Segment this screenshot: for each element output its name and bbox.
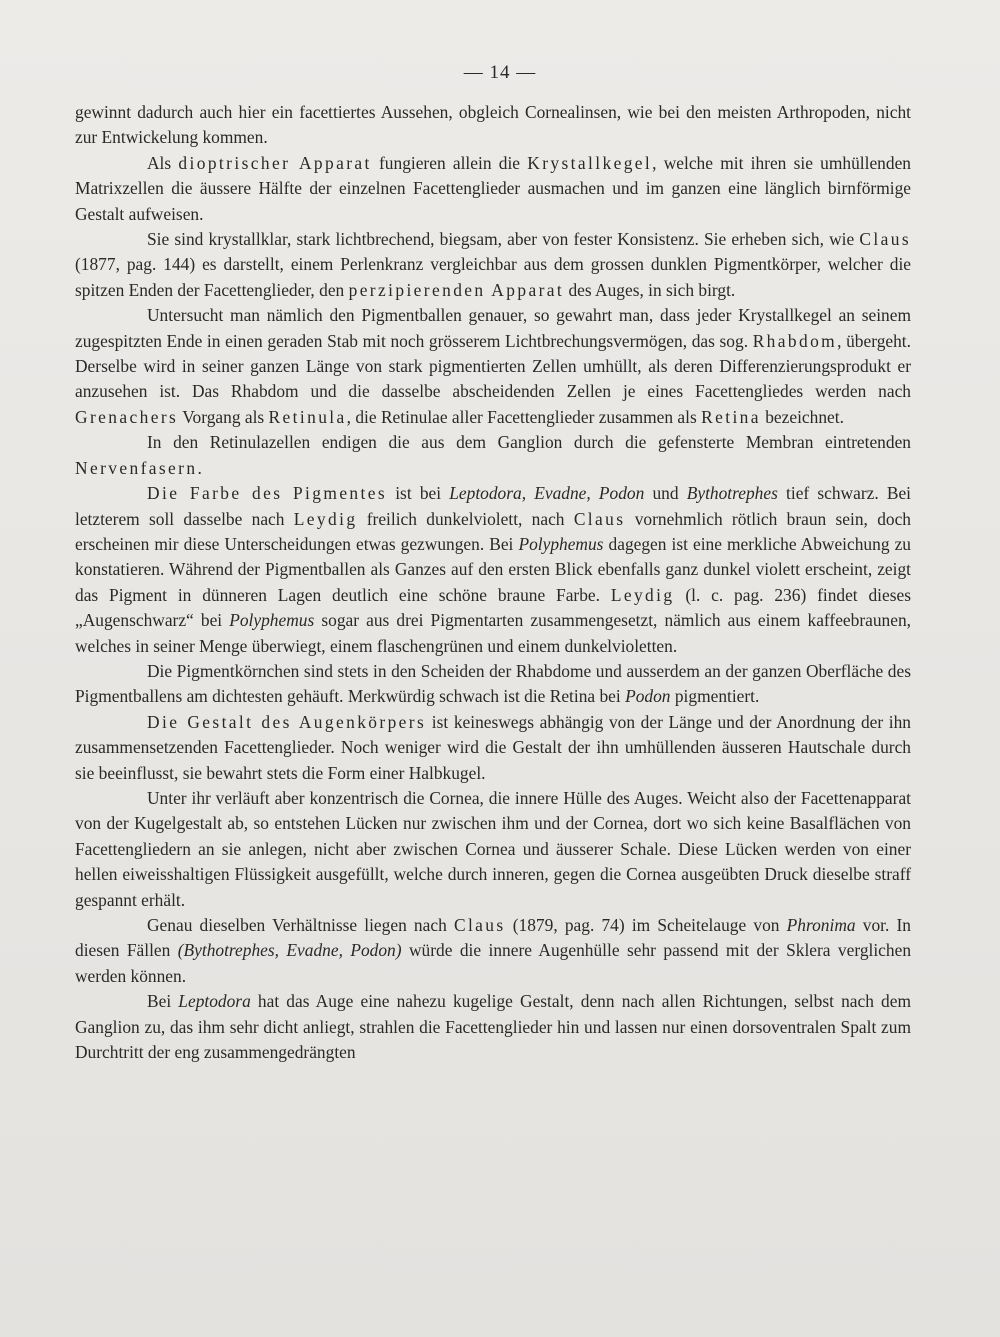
text-run: vor. In diesen Fällen <box>75 915 911 961</box>
text-run: ist bei <box>387 483 450 504</box>
italic-term: Leptodora <box>178 991 251 1012</box>
spaced-term: Claus <box>859 229 911 250</box>
spaced-term: Krystallkegel <box>527 152 653 173</box>
text-run: , welche mit ihren sie umhüllenden Matrixzellen die äussere Hälfte der einzelnen Facettenglieder ausmachen und im ganzen eine länglich birnförmige Gestalt aufweisen. <box>75 152 911 224</box>
spaced-term: Retinula <box>268 406 347 427</box>
text-run: . <box>197 457 202 478</box>
text-run: freilich dunkelviolett, nach <box>357 508 574 529</box>
text-run: und <box>644 483 687 504</box>
text-run: Vorgang als <box>178 406 269 427</box>
spaced-term: Claus <box>573 508 626 529</box>
body-text <box>75 100 911 1065</box>
text-run: Untersucht man nämlich den Pigmentballen genauer, so gewahrt man, dass jeder Krystallkegel an seinem zugespitzten Ende in einen geraden Stab mit noch grösserem Lichtbrechungsvermögen, das sog. <box>75 305 911 351</box>
text-run: gewinnt dadurch auch hier ein facettiertes Aussehen, obgleich Cornealinsen, wie bei den meisten Arthropoden, nicht zur Entwickelung kommen. <box>75 102 911 148</box>
italic-term: Polyphemus <box>518 533 604 554</box>
italic-term: Phronima <box>786 915 856 935</box>
text-run: Unter ihr verläuft aber konzentrisch die Cornea, die innere Hülle des Auges. Weicht also der Facettenapparat von der Kugelgestalt ab, so entstehen Lücken nur zwischen ihm und der Cornea, dort wo sich keine Basalflächen von Facettengliedern an sie anlegen, nicht aber zwischen Cornea und äusserer Schale. Diese Lücken werden von einer hellen eiweisshaltigen Flüssigkeit ausgefüllt, welche durch inneren, gegen die Cornea ausgeübten Druck dieselbe straff gespannt erhält. <box>75 787 911 910</box>
text-run: (1877, pag. 144) es darstellt, einem Perlenkranz vergleichbar aus dem grossen dunklen Pigmentkörper, welcher die spitzen Enden der Facettenglieder, den <box>75 254 911 300</box>
text-run: bezeichnet. <box>760 406 844 427</box>
text-run: des Auges, in sich birgt. <box>564 279 736 300</box>
paragraph <box>75 913 911 989</box>
spaced-term: dioptrischer Apparat <box>178 152 372 173</box>
paragraph <box>75 989 911 1065</box>
spaced-term: Retina <box>701 406 761 427</box>
text-run: , übergeht. Derselbe wird in seiner ganzen Länge von stark pigmentierten Zellen umhüllt, als deren Differenzierungsprodukt er anzusehen ist. Das Rhabdom und die dasselbe abscheidenden Zellen je eines Facettengliedes werden nach <box>75 330 911 402</box>
paragraph <box>75 659 911 710</box>
text-run: In den Retinulazellen endigen die aus dem Ganglion durch die gefensterte Membran eintretenden <box>147 432 911 453</box>
paragraph <box>75 786 911 913</box>
spaced-term: Grenachers <box>75 406 179 427</box>
text-run: , die Retinulae aller Facettenglieder zusammen als <box>346 406 702 427</box>
text-run: Genau dieselben Verhältnisse liegen nach <box>147 915 454 935</box>
italic-term: (Bythotrephes, Evadne, Podon) <box>177 940 402 961</box>
paragraph <box>75 100 911 151</box>
text-run: ist keineswegs abhängig von der Länge und der Anordnung der ihn zusammensetzenden Facettenglieder. Noch weniger wird die Gestalt der ihn umhüllenden äusseren Hautschale durch sie beeinflusst, sie bewahrt stets die Form einer Halbkugel. <box>75 711 911 783</box>
italic-term: Bythotrephes <box>686 483 778 504</box>
text-run: Sie sind krystallklar, stark lichtbrechend, biegsam, aber von fester Konsistenz. Sie erheben sich, wie <box>147 229 860 250</box>
paragraph <box>75 430 911 481</box>
text-run: würde die innere Augenhülle sehr passend mit der Sklera verglichen werden können. <box>75 940 912 986</box>
text-run: hat das Auge eine nahezu kugelige Gestalt, denn nach allen Richtungen, selbst nach dem Ganglion zu, das ihm sehr dicht anliegt, strahlen die Facettenglieder hin und lassen nur einen dorsoventralen Spalt zum Durchtritt der eng zusammengedrängten <box>75 991 911 1063</box>
paragraph <box>75 151 911 227</box>
spaced-term: Leydig <box>293 508 358 529</box>
text-run: sogar aus drei Pigmentarten zusammengesetzt, nämlich aus einem kaffeebraunen, welches in seiner Menge überwiegt, einem flaschengrünen und einem dunkelvioletten. <box>75 610 911 656</box>
text-run: (1879, pag. 74) im Scheitelauge von <box>505 915 787 935</box>
paragraph <box>75 303 911 430</box>
text-run: pigmentiert. <box>670 686 760 707</box>
text-run: vornehmlich rötlich braun sein, doch erscheinen mir diese Unterscheidungen etwas gezwungen. Bei <box>75 508 912 554</box>
italic-term: Leptodora, Evadne, Podon <box>449 483 645 504</box>
text-run: Bei <box>147 991 179 1012</box>
page-number: — 14 — <box>463 62 537 83</box>
text-run: tief schwarz. Bei letzterem soll dasselbe nach <box>75 483 912 529</box>
italic-term: Polyphemus <box>229 610 315 631</box>
text-run: dagegen ist eine merkliche Abweichung zu konstatieren. Während der Pigmentballen als Ganzes auf den ersten Blick ebenfalls ganz dunkel violett erscheint, zeigt das Pigment in dünneren Lagen deutlich eine schöne braune Farbe. <box>75 533 911 605</box>
spaced-term: perzipierenden Apparat <box>348 279 565 300</box>
text-run: Die Pigmentkörnchen sind stets in den Scheiden der Rhabdome und ausserdem an der ganzen Oberfläche des Pigmentballens am dichtesten gehäuft. Merkwürdig schwach ist die Retina bei <box>75 660 911 707</box>
text-run: (l. c. pag. 236) findet dieses „Augenschwarz“ bei <box>75 584 911 631</box>
paragraph <box>75 227 911 303</box>
paragraph <box>75 481 911 659</box>
spaced-term: Die Farbe des Pigmentes <box>147 483 388 504</box>
spaced-term: Leydig <box>610 584 675 605</box>
text-run: Als <box>147 152 179 173</box>
spaced-term: Nervenfasern <box>75 457 198 478</box>
paragraph <box>75 710 911 786</box>
spaced-term: Rhabdom <box>752 330 838 351</box>
italic-term: Podon <box>625 686 671 707</box>
spaced-term: Die Gestalt des Augenkörpers <box>147 711 427 732</box>
spaced-term: Claus <box>453 915 506 935</box>
text-run: fungieren allein die <box>371 152 528 173</box>
